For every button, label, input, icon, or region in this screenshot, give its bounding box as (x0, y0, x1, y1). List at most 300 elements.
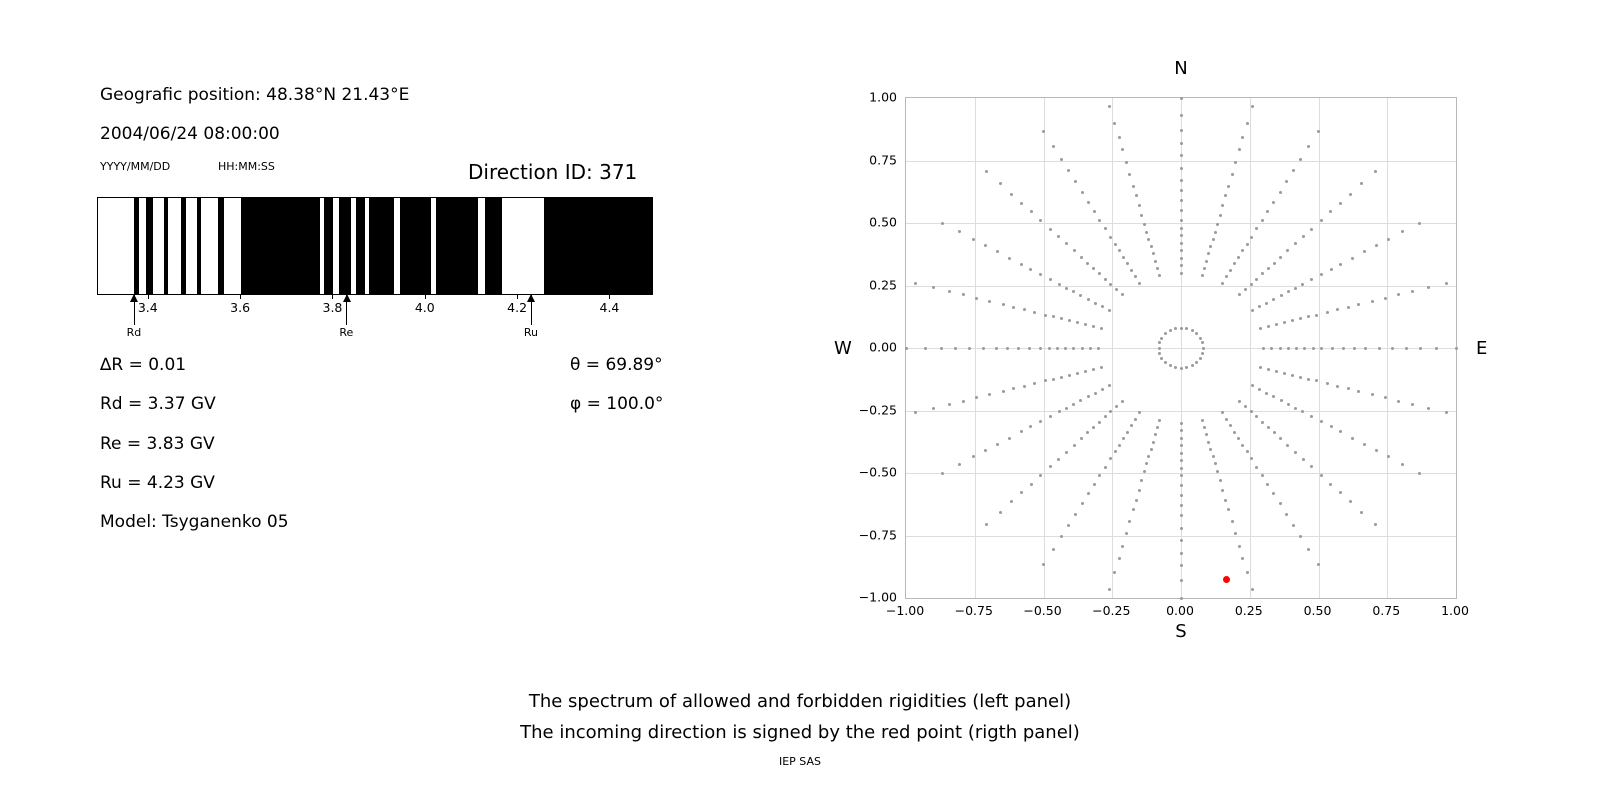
direction-point (1074, 513, 1077, 516)
axis-tick-label: 4.4 (599, 300, 620, 315)
direction-point (1258, 305, 1261, 308)
direction-point (1101, 305, 1104, 308)
direction-point (1108, 309, 1111, 312)
direction-point (1287, 290, 1290, 293)
direction-point (1221, 204, 1224, 207)
direction-point (1180, 154, 1183, 157)
direction-point (1065, 242, 1068, 245)
datetime-label: 2004/06/24 08:00:00 (100, 124, 280, 144)
direction-point (1087, 201, 1090, 204)
direction-point (1060, 158, 1063, 161)
direction-point (1180, 539, 1183, 542)
direction-point (1301, 410, 1304, 413)
direction-point (1154, 260, 1157, 263)
direction-point (1246, 450, 1249, 453)
axis-tick (240, 295, 241, 299)
direction-point (1330, 425, 1333, 428)
direction-point (1378, 347, 1381, 350)
direction-point (1180, 209, 1183, 212)
direction-point (1029, 425, 1032, 428)
direction-point (1097, 347, 1100, 350)
direction-point (1302, 235, 1305, 238)
direction-point (1010, 500, 1013, 503)
direction-point (1371, 300, 1374, 303)
direction-point (1265, 302, 1268, 305)
direction-point (1209, 245, 1212, 248)
direction-point (1002, 390, 1005, 393)
direction-point (1152, 252, 1155, 255)
direction-point (1307, 145, 1310, 148)
param-ru: Ru = 4.23 GV (100, 473, 215, 493)
direction-point (1108, 588, 1111, 591)
axis-tick-label: 3.8 (322, 300, 343, 315)
direction-point (1445, 411, 1448, 414)
direction-point (1347, 306, 1350, 309)
direction-point (1079, 294, 1082, 297)
axis-tick (425, 295, 426, 299)
direction-point (1279, 191, 1282, 194)
forbidden-band (339, 198, 351, 294)
direction-point (1295, 347, 1298, 350)
direction-point (1225, 275, 1228, 278)
direction-point (1150, 245, 1153, 248)
direction-point (1299, 376, 1302, 379)
direction-point (1152, 441, 1155, 444)
direction-point (1237, 256, 1240, 259)
direction-point (1150, 448, 1153, 451)
direction-point (1135, 499, 1138, 502)
direction-point (1100, 366, 1103, 369)
direction-point (1012, 387, 1015, 390)
gridline-horizontal (906, 348, 1456, 349)
direction-point (1049, 228, 1052, 231)
direction-point (1191, 364, 1194, 367)
param-phi: φ = 100.0° (570, 394, 664, 414)
direction-point (1320, 273, 1323, 276)
direction-point (1042, 130, 1045, 133)
direction-point (1261, 219, 1264, 222)
direction-point (1342, 347, 1345, 350)
direction-point (1387, 238, 1390, 241)
direction-point (1307, 548, 1310, 551)
direction-point (1270, 347, 1273, 350)
direction-point (1201, 352, 1204, 355)
direction-point (1057, 458, 1060, 461)
direction-point (1286, 444, 1289, 447)
direction-point (1180, 429, 1183, 432)
direction-point (1241, 557, 1244, 560)
direction-point (1329, 483, 1332, 486)
direction-point (940, 347, 943, 350)
direction-point (1320, 474, 1323, 477)
direction-point (1195, 361, 1198, 364)
y-axis-tick-label: −1.00 (858, 589, 897, 605)
direction-point (941, 222, 944, 225)
direction-point (914, 411, 917, 414)
direction-point (1272, 201, 1275, 204)
direction-point (1320, 347, 1323, 350)
direction-point (1229, 269, 1232, 272)
direction-point (1261, 421, 1264, 424)
direction-point (1113, 122, 1116, 125)
direction-point (1266, 483, 1269, 486)
direction-point (1084, 370, 1087, 373)
direction-point (1128, 520, 1131, 523)
direction-point (984, 449, 987, 452)
direction-point (1219, 214, 1222, 217)
direction-point (1056, 347, 1059, 350)
direction-point (1033, 382, 1036, 385)
direction-point (1135, 194, 1138, 197)
direction-point (1286, 249, 1289, 252)
direction-point (1158, 341, 1161, 344)
direction-point (1214, 231, 1217, 234)
direction-point (996, 250, 999, 253)
direction-point (1279, 256, 1282, 259)
direction-point (1233, 431, 1236, 434)
direction-point (1180, 272, 1183, 275)
direction-point (1138, 204, 1141, 207)
direction-point (1219, 479, 1222, 482)
forbidden-band (324, 198, 333, 294)
direction-point (1126, 262, 1129, 265)
direction-point (1058, 283, 1061, 286)
direction-point (1125, 161, 1128, 164)
rigidity-spectrum-panel (0, 0, 760, 640)
direction-point (1012, 306, 1015, 309)
direction-point (1250, 283, 1253, 286)
direction-point (1030, 210, 1033, 213)
direction-point (1374, 523, 1377, 526)
direction-point (1169, 364, 1172, 367)
footer-label: IEP SAS (778, 755, 822, 768)
direction-point (1080, 437, 1083, 440)
direction-point (1234, 161, 1237, 164)
direction-point (1231, 520, 1234, 523)
direction-point (1250, 457, 1253, 460)
forbidden-band (544, 198, 652, 294)
y-axis-tick-label: 0.00 (869, 339, 897, 355)
direction-point (1279, 502, 1282, 505)
direction-point (1068, 374, 1071, 377)
marker-label: Re (339, 326, 354, 339)
direction-point (1121, 293, 1124, 296)
direction-point (1118, 444, 1121, 447)
direction-point (1138, 282, 1141, 285)
direction-point (1180, 422, 1183, 425)
direction-point (1246, 122, 1249, 125)
direction-point (1291, 374, 1294, 377)
caption-line-1: The spectrum of allowed and forbidden rigidities (left panel) (528, 691, 1072, 712)
direction-point (1330, 268, 1333, 271)
direction-point (1375, 449, 1378, 452)
direction-point (1039, 420, 1042, 423)
direction-point (1008, 257, 1011, 260)
direction-point (1060, 376, 1063, 379)
direction-point (1180, 97, 1183, 100)
axis-tick-label: 3.6 (230, 300, 251, 315)
direction-point (1042, 563, 1045, 566)
direction-point (1209, 448, 1212, 451)
param-model: Model: Tsyganenko 05 (100, 512, 289, 532)
direction-point (1115, 405, 1118, 408)
direction-point (1224, 499, 1227, 502)
direction-point (1098, 474, 1101, 477)
direction-point (1180, 264, 1183, 267)
direction-point (1067, 169, 1070, 172)
forbidden-band (356, 198, 365, 294)
direction-point (1301, 283, 1304, 286)
direction-point (1251, 588, 1254, 591)
x-axis-tick-label: 1.00 (1441, 603, 1469, 618)
spectrum-axis (97, 295, 653, 340)
direction-point (1339, 263, 1342, 266)
axis-tick (609, 295, 610, 299)
direction-point (1241, 444, 1244, 447)
direction-point (1180, 234, 1183, 237)
direction-point (1158, 352, 1161, 355)
y-axis-tick-label: 0.50 (869, 214, 897, 230)
direction-point (948, 290, 951, 293)
marker-label: Rd (126, 326, 142, 339)
direction-point (1360, 511, 1363, 514)
direction-point (1336, 385, 1339, 388)
direction-point (1203, 426, 1206, 429)
direction-point (1068, 319, 1071, 322)
direction-point (1118, 557, 1121, 560)
direction-point (1064, 347, 1067, 350)
y-axis-tick-label: 1.00 (869, 89, 897, 105)
direction-point (1310, 465, 1313, 468)
direction-point (1326, 311, 1329, 314)
direction-point (1180, 452, 1183, 455)
direction-point (1104, 278, 1107, 281)
direction-point (1339, 491, 1342, 494)
direction-point (1180, 527, 1183, 530)
direction-point (1113, 571, 1116, 574)
direction-point (1216, 470, 1219, 473)
direction-point (1411, 290, 1414, 293)
direction-point (1241, 249, 1244, 252)
direction-point (1180, 167, 1183, 170)
direction-point (1360, 182, 1363, 185)
direction-point (1272, 298, 1275, 301)
x-axis-tick-label: −0.50 (1023, 603, 1062, 618)
direction-point (1132, 508, 1135, 511)
direction-point (1224, 194, 1227, 197)
geographic-position-label: Geografic position: 48.38°N 21.43°E (100, 85, 410, 105)
direction-point (1294, 451, 1297, 454)
direction-point (1094, 392, 1097, 395)
direction-point (1273, 262, 1276, 265)
direction-point (1397, 400, 1400, 403)
direction-point (905, 347, 908, 350)
direction-point (1114, 450, 1117, 453)
x-axis-tick-label: −1.00 (885, 603, 925, 618)
direction-point (1072, 403, 1075, 406)
direction-point (1087, 395, 1090, 398)
direction-point (1065, 451, 1068, 454)
direction-point (1364, 347, 1367, 350)
forbidden-band (241, 198, 319, 294)
direction-point (1138, 489, 1141, 492)
direction-point (1076, 321, 1079, 324)
y-axis-tick-label: −0.75 (858, 527, 897, 542)
direction-point (1261, 272, 1264, 275)
direction-point (1143, 470, 1146, 473)
direction-point (1363, 443, 1366, 446)
axis-tick (148, 295, 149, 299)
direction-point (954, 347, 957, 350)
direction-point (1108, 384, 1111, 387)
direction-point (1180, 564, 1183, 567)
x-axis-tick-label: 0.00 (1166, 603, 1194, 618)
direction-point (1237, 437, 1240, 440)
direction-point (1262, 347, 1265, 350)
direction-point (1267, 368, 1270, 371)
direction-point (1180, 199, 1183, 202)
direction-point (1405, 347, 1408, 350)
direction-point (1317, 130, 1320, 133)
direction-point (1052, 548, 1055, 551)
forbidden-band (369, 198, 394, 294)
direction-point (1020, 430, 1023, 433)
param-delta-r: ∆R = 0.01 (100, 355, 187, 375)
direction-point (1002, 303, 1005, 306)
x-axis-tick-label: 0.75 (1372, 603, 1401, 618)
direction-point (1255, 415, 1258, 418)
direction-point (996, 443, 999, 446)
direction-point (1259, 366, 1262, 369)
x-axis-tick-label: 0.50 (1303, 603, 1332, 618)
direction-point (1339, 202, 1342, 205)
direction-point (948, 403, 951, 406)
direction-point (1259, 327, 1262, 330)
direction-point (1065, 407, 1068, 410)
direction-point (1008, 437, 1011, 440)
direction-point (1185, 327, 1188, 330)
direction-point (1039, 474, 1042, 477)
direction-point (1180, 257, 1183, 260)
y-axis-tick-label: 0.75 (869, 152, 897, 167)
direction-point (1283, 321, 1286, 324)
direction-point (1251, 105, 1254, 108)
direction-point (1205, 433, 1208, 436)
gridline-horizontal (906, 161, 1456, 162)
direction-point (1180, 504, 1183, 507)
direction-point (1225, 418, 1228, 421)
direction-point (1058, 410, 1061, 413)
direction-point (1092, 325, 1095, 328)
direction-point (1411, 403, 1414, 406)
direction-point (1121, 545, 1124, 548)
direction-point (1030, 483, 1033, 486)
marker-arrow-icon (346, 295, 347, 325)
direction-point (1285, 180, 1288, 183)
direction-point (1279, 437, 1282, 440)
direction-point (1280, 294, 1283, 297)
direction-point (1092, 426, 1095, 429)
direction-point (1238, 400, 1241, 403)
direction-point (1029, 268, 1032, 271)
direction-point (1072, 290, 1075, 293)
direction-point (1093, 483, 1096, 486)
x-axis-tick-label: −0.25 (1092, 603, 1131, 618)
direction-point (1287, 403, 1290, 406)
direction-point (1244, 288, 1247, 291)
direction-point (1121, 400, 1124, 403)
direction-point (1081, 347, 1084, 350)
direction-point (1371, 393, 1374, 396)
direction-point (1275, 323, 1278, 326)
direction-point (958, 463, 961, 466)
direction-point (1283, 372, 1286, 375)
direction-point (1292, 524, 1295, 527)
param-theta: θ = 69.89° (570, 355, 663, 375)
direction-point (1207, 252, 1210, 255)
direction-point (1130, 424, 1133, 427)
direction-point (1307, 378, 1310, 381)
direction-point (1320, 219, 1323, 222)
direction-point (985, 170, 988, 173)
gridline-horizontal (906, 223, 1456, 224)
direction-point (1079, 399, 1082, 402)
direction-point (1221, 282, 1224, 285)
direction-point (1074, 180, 1077, 183)
direction-point (1427, 286, 1430, 289)
spectrum-bar (97, 197, 653, 295)
direction-point (1435, 347, 1438, 350)
direction-point (1307, 315, 1310, 318)
direction-point (1039, 273, 1042, 276)
y-axis-tick-label: −0.50 (858, 464, 897, 480)
direction-point (1202, 347, 1205, 350)
direction-point (1221, 489, 1224, 492)
direction-point (1160, 337, 1163, 340)
direction-point (1387, 455, 1390, 458)
direction-point (1250, 236, 1253, 239)
direction-point (1233, 262, 1236, 265)
direction-point (1147, 238, 1150, 241)
direction-point (1174, 327, 1177, 330)
direction-point (1180, 579, 1183, 582)
direction-point (1180, 552, 1183, 555)
direction-point (1052, 145, 1055, 148)
direction-point (1169, 329, 1172, 332)
direction-point (941, 472, 944, 475)
direction-point (1351, 437, 1354, 440)
direction-point (1098, 219, 1101, 222)
direction-point (1294, 287, 1297, 290)
direction-point (1267, 426, 1270, 429)
direction-point (1076, 372, 1079, 375)
param-rd: Rd = 3.37 GV (100, 394, 216, 414)
direction-point (1073, 249, 1076, 252)
direction-point (1122, 437, 1125, 440)
direction-point (1104, 415, 1107, 418)
direction-point (1164, 332, 1167, 335)
direction-point (968, 347, 971, 350)
direction-point (1098, 421, 1101, 424)
direction-point (1384, 297, 1387, 300)
direction-point (1391, 347, 1394, 350)
direction-point (1060, 317, 1063, 320)
direction-point (1100, 327, 1103, 330)
direction-point (1351, 257, 1354, 260)
direction-point (1180, 444, 1183, 447)
direction-point (1092, 368, 1095, 371)
direction-point (1089, 347, 1092, 350)
